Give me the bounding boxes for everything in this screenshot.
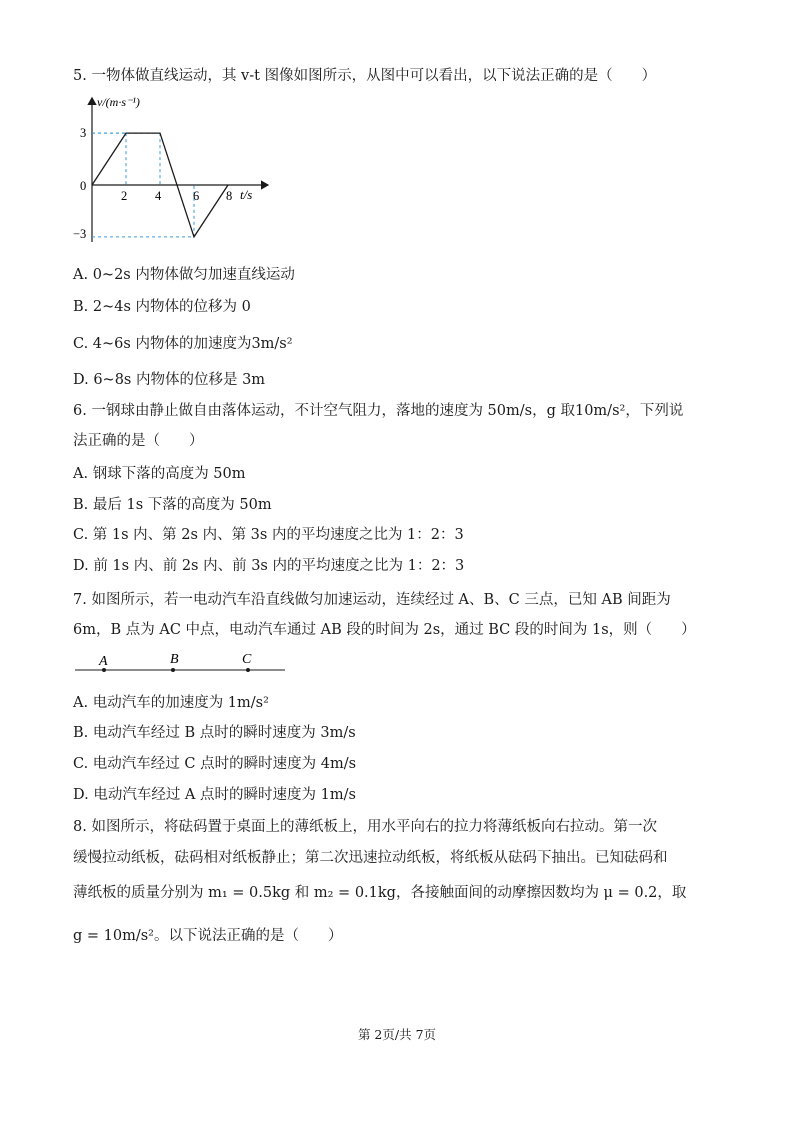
question-8-stem-line2: 缓慢拉动纸板，砝码相对纸板静止；第二次迅速拉动纸板，将纸板从砝码下抽出。已知砝码和: [73, 850, 668, 866]
q5-option-b: B. 2~4s 内物体的位移为 0: [73, 299, 251, 315]
y-axis-label: v/(m·s⁻¹): [97, 95, 140, 109]
q5-option-a: A. 0~2s 内物体做匀加速直线运动: [73, 267, 295, 283]
point-c-dot: [246, 668, 250, 672]
page-footer: 第 2页/共 7页: [357, 1027, 437, 1042]
abc-line-diagram: [70, 648, 300, 678]
x-tick-2: 2: [121, 189, 128, 203]
q7-option-d: D. 电动汽车经过 A 点时的瞬时速度为 1m/s: [73, 787, 356, 803]
y-tick-minus-3: −3: [73, 227, 87, 241]
question-5-stem: 5. 一物体做直线运动，其 v-t 图像如图所示，从图中可以看出，以下说法正确的是（ ）: [73, 68, 657, 84]
question-8-stem-line1: 8. 如图所示，将砝码置于桌面上的薄纸板上，用水平向右的拉力将薄纸板向右拉动。第一次: [73, 819, 657, 835]
y-tick-3: 3: [80, 126, 87, 140]
q5-option-c: C. 4~6s 内物体的加速度为3m/s²: [73, 336, 293, 352]
question-8-stem-line3: 薄纸板的质量分别为 m₁ = 0.5kg 和 m₂ = 0.1kg，各接触面间的动摩擦因数均为 μ = 0.2，取: [73, 885, 687, 901]
velocity-time-graph: [70, 92, 300, 252]
question-7-stem-line2: 6m，B 点为 AC 中点，电动汽车通过 AB 段的时间为 2s，通过 BC 段的时间为 1s，则（ ）: [73, 622, 696, 638]
question-7-stem-line1: 7. 如图所示，若一电动汽车沿直线做匀加速运动，连续经过 A、B、C 三点，已知 AB 间距为: [73, 592, 671, 608]
x-tick-6: 6: [193, 189, 200, 203]
point-b-dot: [171, 668, 175, 672]
q7-option-b: B. 电动汽车经过 B 点时的瞬时速度为 3m/s: [73, 725, 356, 741]
x-axis-label: t/s: [240, 187, 253, 202]
point-a-label: A: [99, 654, 108, 669]
q6-option-a: A. 钢球下落的高度为 50m: [73, 466, 246, 482]
x-tick-8: 8: [226, 189, 233, 203]
origin-label: 0: [80, 179, 87, 193]
question-6-stem-line2: 法正确的是（ ）: [73, 433, 204, 449]
question-8-stem-line4: g = 10m/s²。以下说法正确的是（ ）: [73, 928, 343, 944]
q5-option-d: D. 6~8s 内物体的位移是 3m: [73, 372, 266, 388]
point-c-label: C: [242, 652, 252, 667]
x-tick-4: 4: [155, 189, 162, 203]
q7-option-a: A. 电动汽车的加速度为 1m/s²: [73, 695, 269, 711]
q6-option-d: D. 前 1s 内、前 2s 内、前 3s 内的平均速度之比为 1：2：3: [73, 558, 465, 574]
question-6-stem-line1: 6. 一钢球由静止做自由落体运动，不计空气阻力，落地的速度为 50m/s，g 取10m/s²，下列说: [73, 403, 684, 419]
q6-option-c: C. 第 1s 内、第 2s 内、第 3s 内的平均速度之比为 1：2：3: [73, 527, 464, 543]
q7-option-c: C. 电动汽车经过 C 点时的瞬时速度为 4m/s: [73, 756, 357, 772]
q6-option-b: B. 最后 1s 下落的高度为 50m: [73, 497, 272, 513]
point-b-label: B: [170, 652, 179, 667]
